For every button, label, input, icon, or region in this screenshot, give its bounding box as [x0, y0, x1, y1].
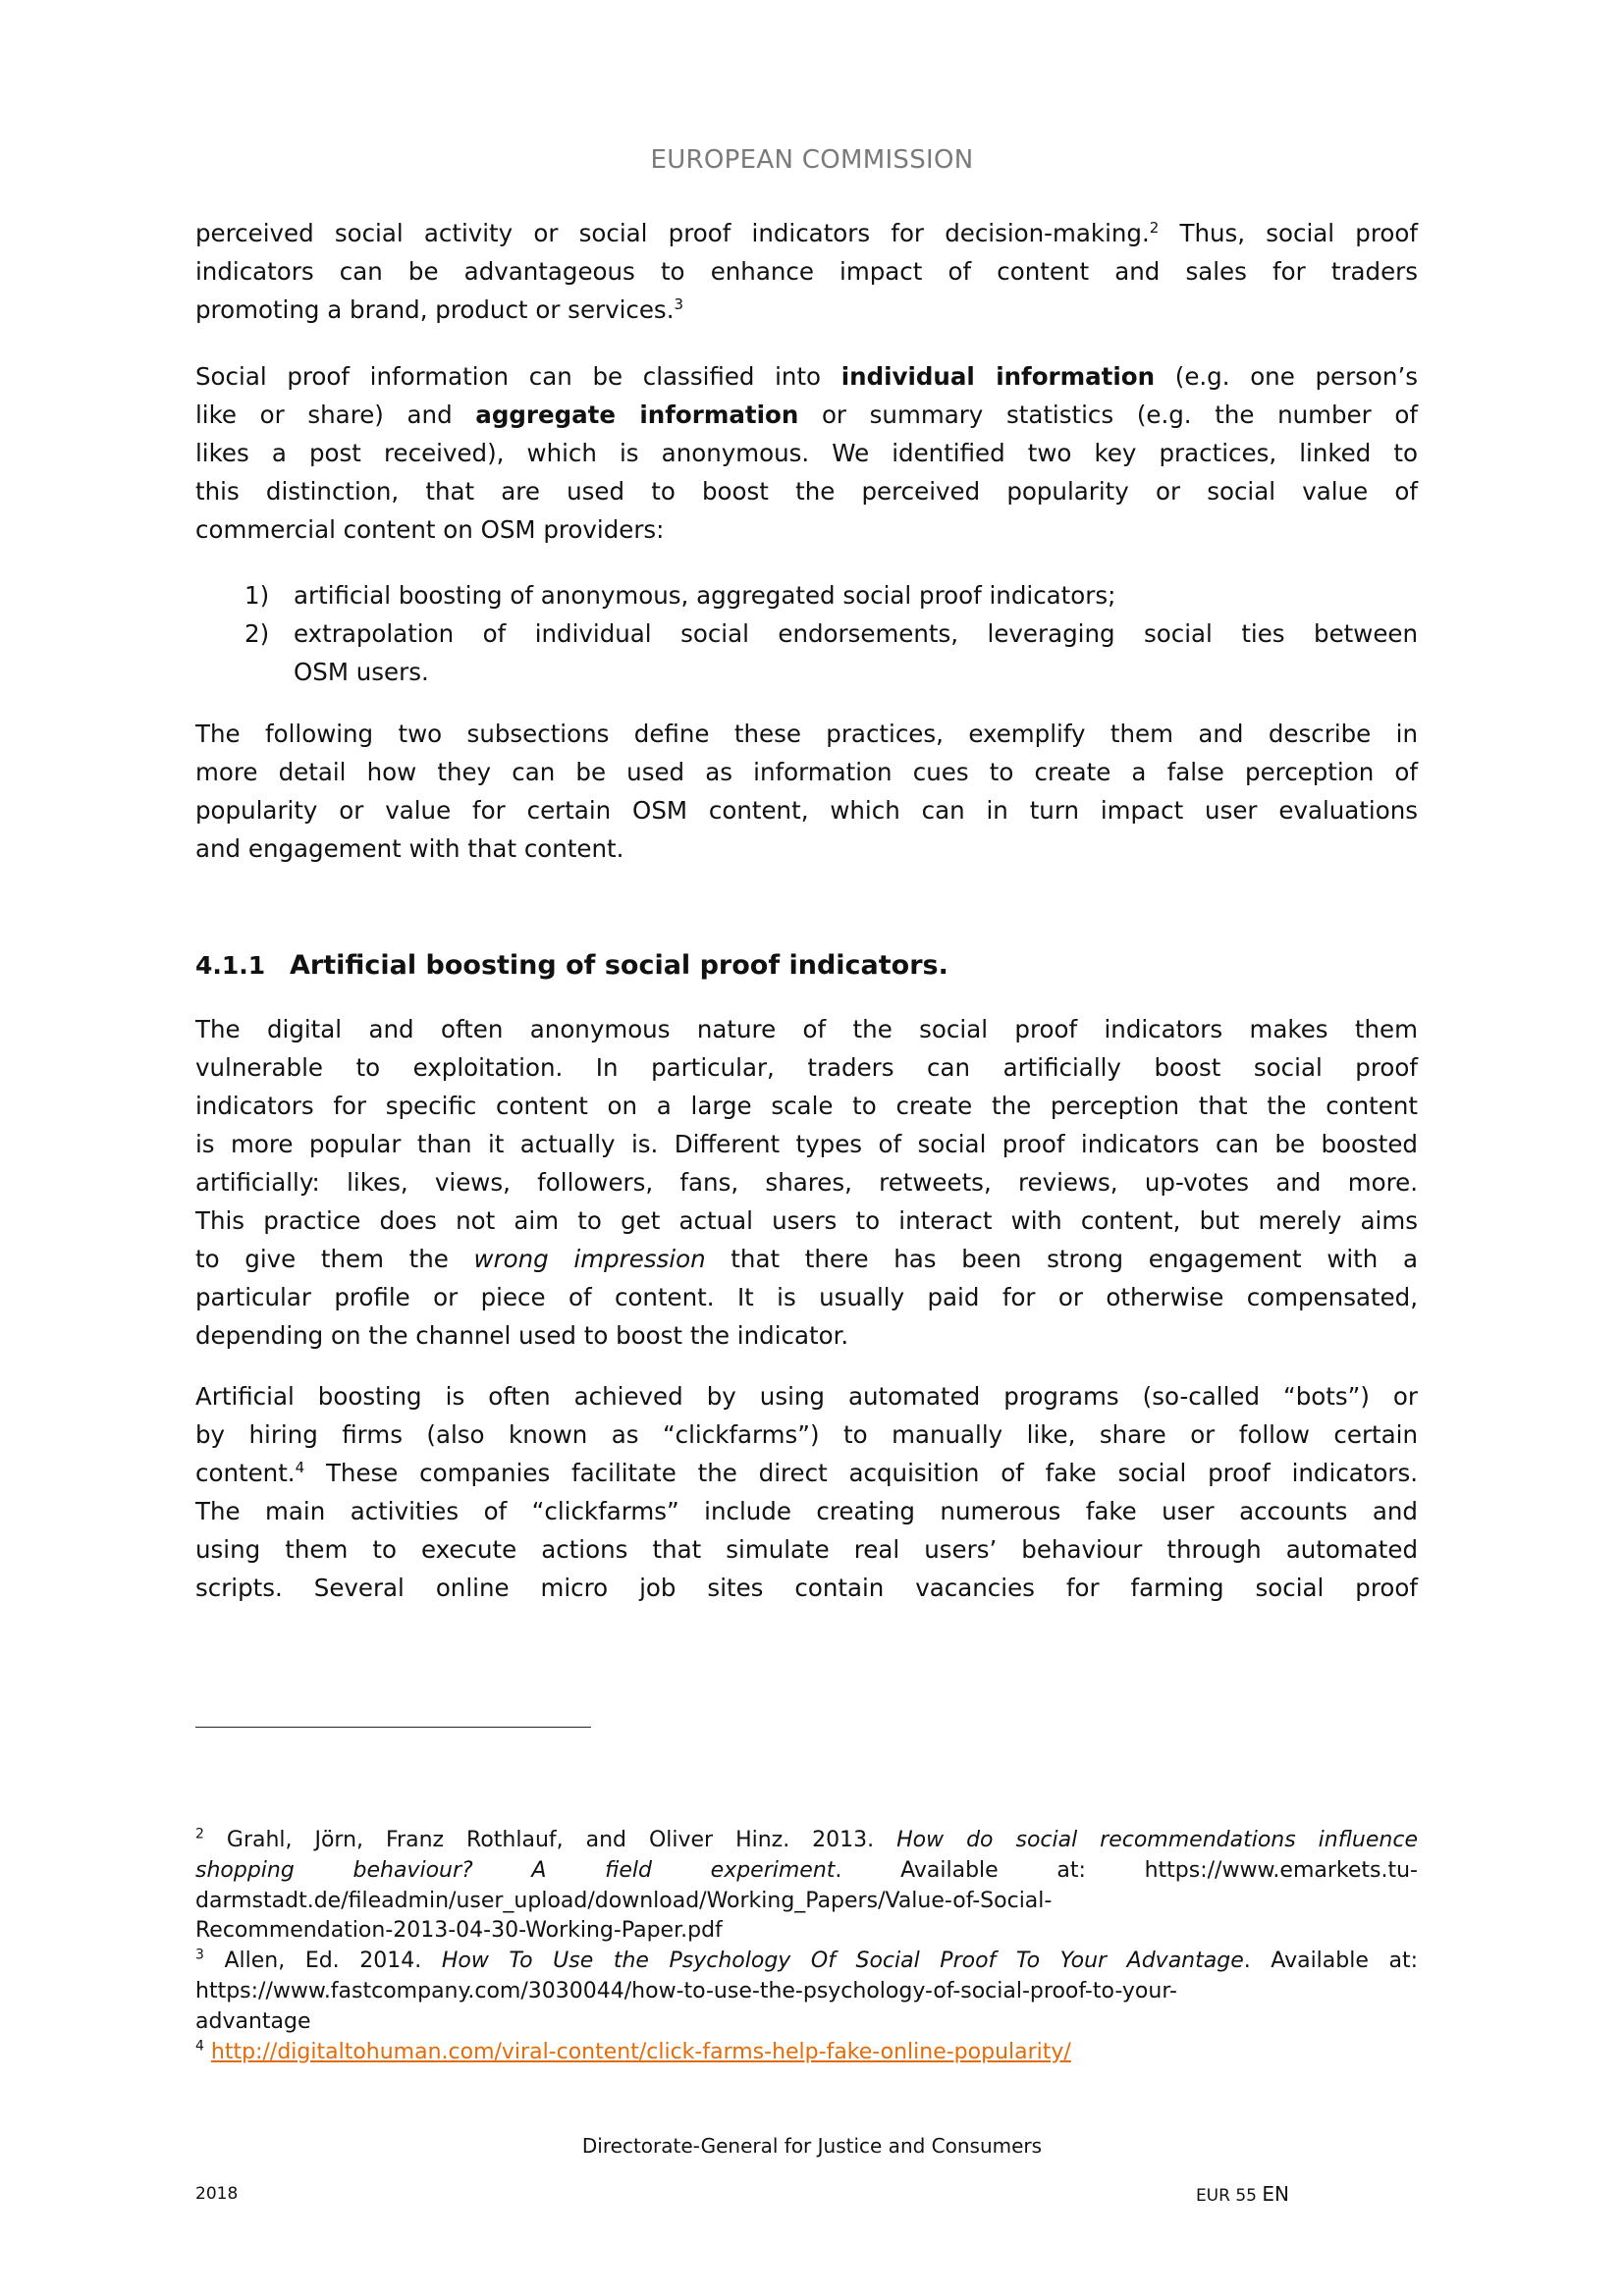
footnote-separator	[195, 1727, 591, 1728]
paragraph-2: Social proof information can be classified into individual information (e.g. one person’s like or share) and aggregate information or summary statistics (e.g. the number of likes a post received), which is anonymous. We identified two key practices, linked to this distinction, that are used to boost the perceived popularity or social value of commercial content on OSM providers:	[195, 362, 1419, 544]
numbered-list	[195, 576, 1418, 691]
footnote-link[interactable]: http://digitaltohuman.com/viral-content/click-farms-help-fake-online-popularity/	[210, 2039, 1071, 2064]
section-title: Artificial boosting of social proof indicators.	[290, 950, 948, 981]
running-header: EUROPEAN COMMISSION	[650, 145, 974, 175]
footnote-4: $^4$ http://digitaltohuman.com/viral-content/click-farms-help-fake-online-popularity/	[195, 2038, 1071, 2064]
footnotes: $^2$ Grahl, Jörn, Franz Rothlauf, and Oliver Hinz. 2013. How do social recommendations influence shopping behaviour? A field experiment. Available at: https://www.emarkets.tu- darmstadt.de/fileadmin/user_upload/download/Working_Papers/Value-of-Social- Recommendation-2013-04-30-Working-Paper.pdf $^3$ Allen, Ed. 2014. How To Use the Psychology Of Social Proof To Your Advantage. Available at: https://www.fastcompany.com/3030044/how-to-use-the-psychology-of-social-proof-to-your- advantage $^4$ http://digitaltohuman.com/viral-content/click-farms-help-fake-online-popularity/	[195, 1826, 1418, 2067]
list-item-continuation: OSM users.	[294, 658, 429, 686]
paragraph-3: The following two subsections define these practices, exemplify them and describe in more detail how they can be used as information cues to create a false perception of popularity or value for certain OSM content, which can in turn impact user evaluations and engagement with that content.	[195, 720, 1418, 863]
bold-term: aggregate information	[475, 400, 799, 429]
italic-phrase: wrong impression	[473, 1245, 706, 1273]
paragraph-5: Artificial boosting is often achieved by using automated programs (so-called “bots”) or by hiring firms (also known as “clickfarms”) to manually like, share or follow certain content.$^4$ These companies facilitate the direct acquisition of fake social proof indicators. The main activities of “clickfarms” include creating numerous fake user accounts and using them to execute actions that simulate real users’ behaviour through automated scripts. Several online micro job sites contain vacancies for farming social proof	[195, 1382, 1418, 1602]
section-number: 4.1.1	[195, 951, 266, 980]
footnote-3: $^3$ Allen, Ed. 2014. How To Use the Psychology Of Social Proof To Your Advantage. Available at:	[195, 1947, 1418, 1974]
footnote-ref-4[interactable]: 4	[295, 1458, 305, 1476]
list-item: 2) extrapolation of individual social endorsements, leveraging social ties between	[244, 619, 1418, 648]
section-heading	[195, 946, 948, 986]
footer-year: 2018	[195, 2184, 239, 2204]
paragraph-1: perceived social activity or social proof indicators for decision-making.$^2$ Thus, social proof indicators can be advantageous to enhance impact of content and sales for traders promoting a brand, product or services.$^3$	[195, 218, 1418, 324]
paragraph-4: The digital and often anonymous nature of the social proof indicators makes them vulnerable to exploitation. In particular, traders can artificially boost social proof indicators for specific content on a large scale to create the perception that the content is more popular than it actually is. Different types of social proof indicators can be boosted artificially: likes, views, followers, fans, shares, retweets, reviews, up-votes and more. This practice does not aim to get actual users to interact with content, but merely aims to give them the wrong impression that there has been strong engagement with a particular profile or piece of content. It is usually paid for or otherwise compensated, depending on the channel used to boost the indicator.	[195, 1015, 1418, 1350]
footer-reference: EUR 55 EN	[1195, 2182, 1289, 2206]
list-item: 1) artificial boosting of anonymous, aggregated social proof indicators;	[244, 581, 1116, 610]
bold-term: individual information	[840, 362, 1156, 391]
footer-department: Directorate-General for Justice and Consumers	[581, 2134, 1043, 2158]
footnote-ref-3[interactable]: 3	[674, 294, 684, 313]
footnote-2: $^2$ Grahl, Jörn, Franz Rothlauf, and Oliver Hinz. 2013. How do social recommendations influence	[195, 1826, 1418, 1852]
footnote-ref-2[interactable]: 2	[1149, 218, 1160, 237]
